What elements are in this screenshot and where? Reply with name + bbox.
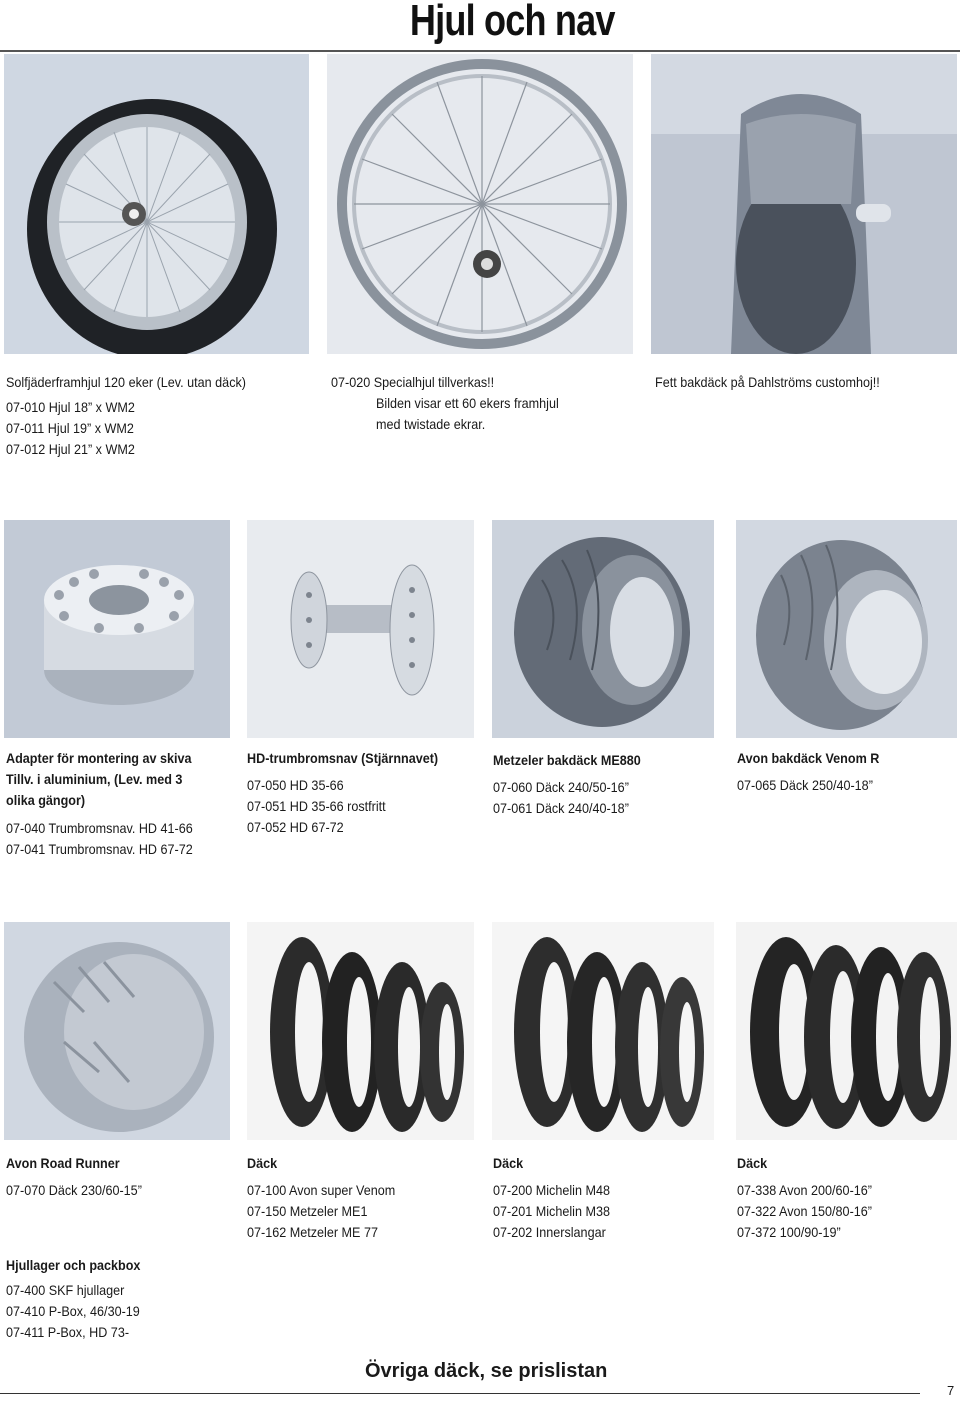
spoke-wheel-120-photo [4,54,309,354]
page-header [0,0,960,50]
caption-line: 07-041 Trumbromsnav. HD 67-72 [6,841,193,857]
tires-group-1-photo [247,922,474,1140]
caption-heading: olika gängor) [6,792,86,808]
caption-special-wheel [331,372,559,435]
caption-line: 07-010 Hjul 18” x WM2 [6,399,135,415]
caption-heading: Tillv. i aluminium, (Lev. med 3 [6,771,183,787]
title-rule [0,50,960,52]
caption-avon-venom [737,748,879,796]
caption-heading: Solfjäderframhjul 120 eker (Lev. utan däck) [6,374,246,390]
caption-line: med twistade ekrar. [376,416,486,432]
caption-line: 07-061 Däck 240/40-18” [493,800,629,816]
caption-heading: Avon Road Runner [6,1155,120,1171]
caption-adapter [6,748,193,860]
caption-heading: Hjullager och packbox [6,1257,141,1273]
caption-line: 07-051 HD 35-66 rostfritt [247,798,386,814]
caption-line: 07-410 P-Box, 46/30-19 [6,1303,140,1319]
caption-heading: Adapter för montering av skiva [6,750,192,766]
caption-line: 07-011 Hjul 19” x WM2 [6,420,134,436]
footer-note: Övriga däck, se prislistan [365,1360,608,1382]
avon-road-runner-photo [4,922,230,1140]
caption-tires-2 [493,1153,610,1243]
caption-line: 07-411 P-Box, HD 73- [6,1324,130,1340]
caption-metzeler [493,750,641,819]
caption-line: 07-052 HD 67-72 [247,819,344,835]
caption-line: 07-150 Metzeler ME1 [247,1203,368,1219]
caption-line: Bilden visar ett 60 ekers framhjul [376,395,559,411]
caption-spoke-wheel [6,372,246,460]
avon-venom-r-photo [736,520,957,738]
caption-line: 07-070 Däck 230/60-15” [6,1182,142,1198]
caption-line: 07-201 Michelin M38 [493,1203,610,1219]
page-title: Hjul och nav [410,0,615,45]
caption-line: 07-012 Hjul 21” x WM2 [6,441,135,457]
caption-fat-tire [655,372,880,393]
caption-heading: Fett bakdäck på Dahlströms customhoj!! [655,374,880,390]
caption-heading: HD-trumbromsnav (Stjärnnavet) [247,750,439,766]
caption-heading: Metzeler bakdäck ME880 [493,752,641,768]
caption-heading: Däck [737,1155,768,1171]
caption-heading: 07-020 Specialhjul tillverkas!! [331,374,495,390]
caption-line: 07-065 Däck 250/40-18” [737,777,873,793]
metzeler-me880-photo [492,520,714,738]
caption-heading: Avon bakdäck Venom R [737,750,880,766]
caption-line: 07-322 Avon 150/80-16” [737,1203,872,1219]
caption-line: 07-100 Avon super Venom [247,1182,396,1198]
caption-line: 07-372 100/90-19” [737,1224,841,1240]
caption-avon-road-runner [6,1153,142,1201]
twisted-spoke-wheel-photo [327,54,633,354]
caption-hd-hub [247,748,438,838]
tires-group-3-photo [736,922,957,1140]
caption-line: 07-040 Trumbromsnav. HD 41-66 [6,820,193,836]
caption-heading: Däck [247,1155,278,1171]
caption-line: 07-050 HD 35-66 [247,777,344,793]
page-number: 7 [947,1383,955,1398]
adapter-disc-photo [4,520,230,738]
caption-line: 07-400 SKF hjullager [6,1282,125,1298]
caption-tires-1 [247,1153,395,1243]
hd-drum-hub-photo [247,520,474,738]
caption-line: 07-162 Metzeler ME 77 [247,1224,378,1240]
fat-rear-tire-photo [651,54,957,354]
caption-tires-3 [737,1153,872,1243]
caption-line: 07-060 Däck 240/50-16” [493,779,629,795]
tires-group-2-photo [492,922,714,1140]
caption-line: 07-200 Michelin M48 [493,1182,610,1198]
caption-line: 07-202 Innerslangar [493,1224,606,1240]
caption-bearings [6,1255,140,1343]
caption-heading: Däck [493,1155,524,1171]
caption-line: 07-338 Avon 200/60-16” [737,1182,872,1198]
footer-rule [0,1393,920,1394]
